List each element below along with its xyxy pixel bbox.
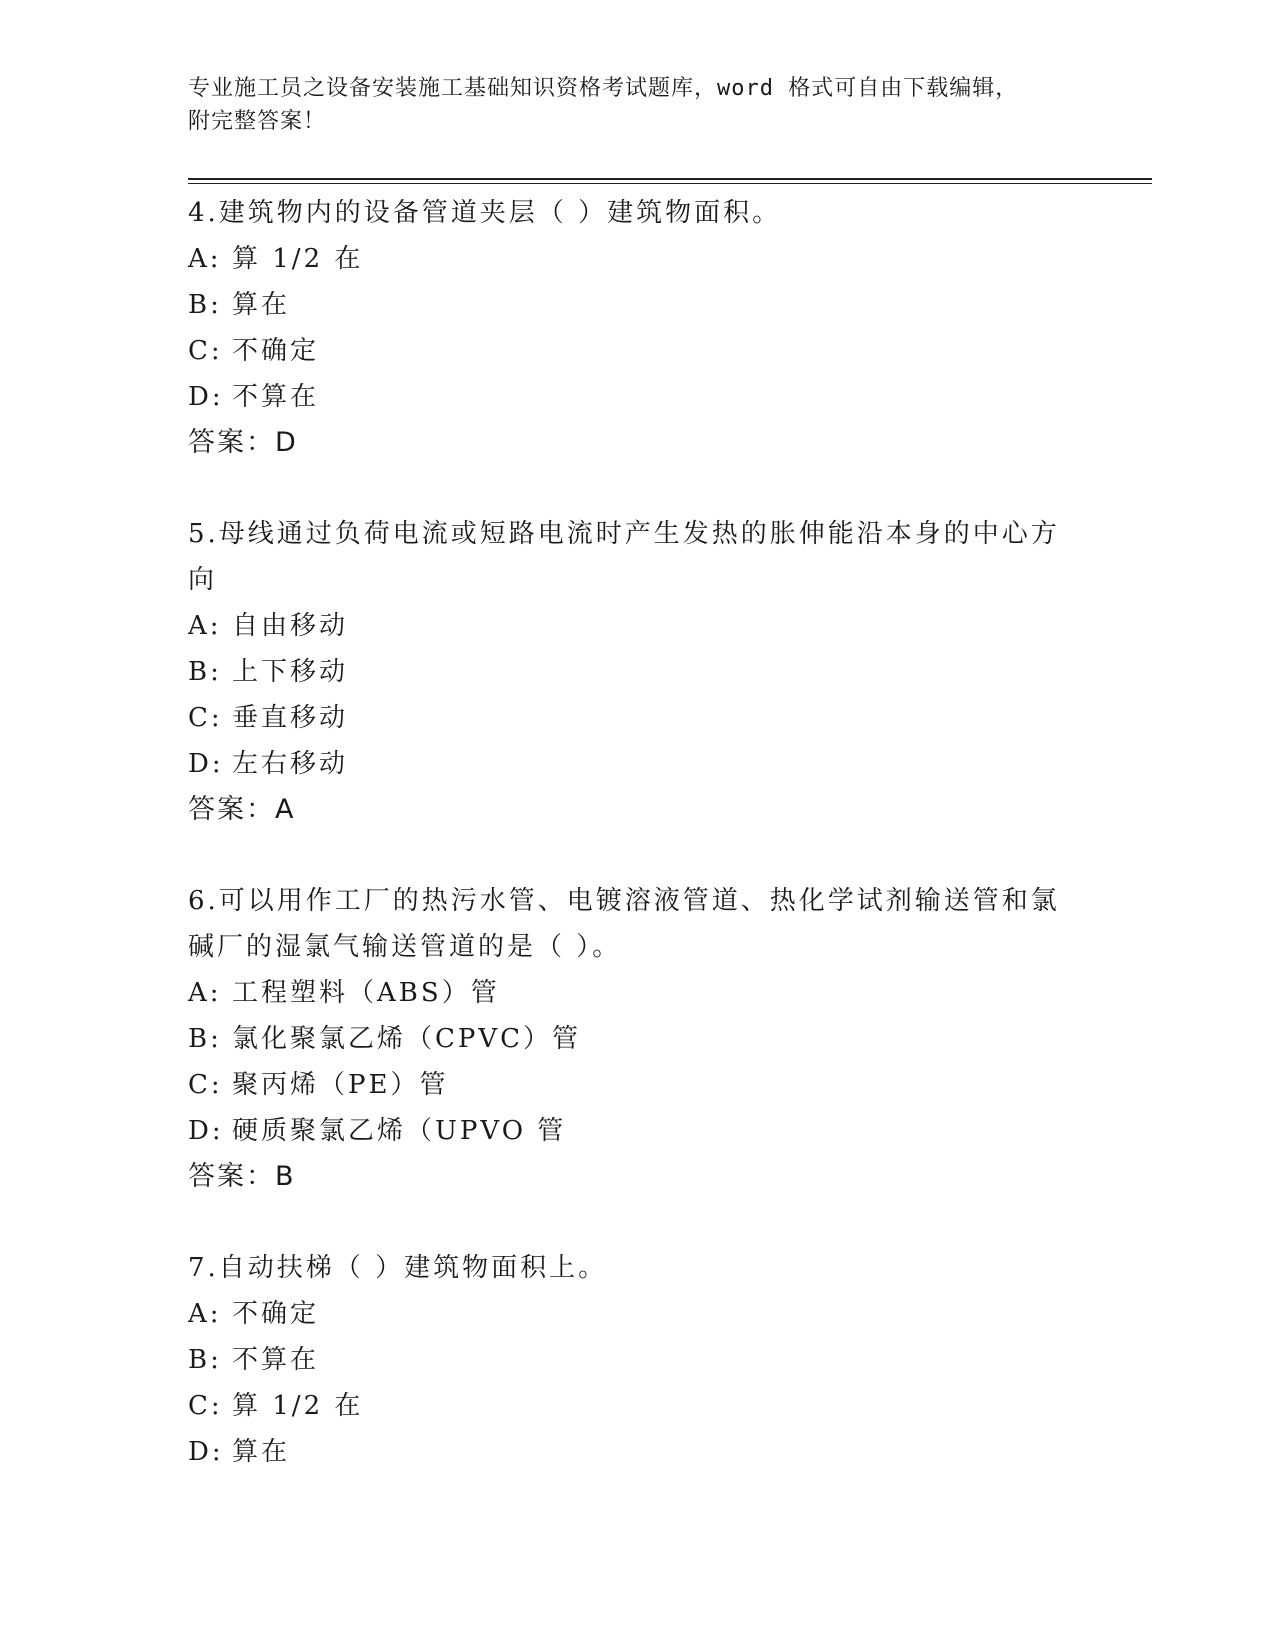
option-text: 工程塑料（ABS）管 — [232, 978, 500, 1008]
option-text: 聚丙烯（PE）管 — [232, 1070, 449, 1100]
option-a — [188, 603, 1088, 649]
option-b — [188, 1016, 1088, 1062]
option-text: 算在 — [232, 1437, 291, 1467]
question-stem: 7.自动扶梯（ ）建筑物面积上。 — [188, 1253, 608, 1283]
option-a — [188, 236, 1088, 282]
option-text: 上下移动 — [232, 657, 349, 687]
option-text: 不算在 — [232, 1345, 320, 1375]
option-text: 算 1/2 在 — [232, 244, 364, 274]
option-letter: A: — [188, 978, 222, 1008]
option-letter: C: — [188, 336, 223, 366]
option-d — [188, 1429, 1088, 1475]
header-divider-thin — [188, 183, 1152, 184]
option-letter: C: — [188, 703, 223, 733]
option-text: 左右移动 — [232, 749, 349, 779]
option-letter: D: — [188, 1437, 224, 1467]
option-letter: B: — [188, 1024, 222, 1054]
option-letter: A: — [188, 1299, 222, 1329]
option-d — [188, 374, 1088, 420]
option-d — [188, 741, 1088, 787]
answer-line: 答案：D — [188, 427, 298, 458]
option-letter: D: — [188, 382, 224, 412]
option-letter: A: — [188, 611, 222, 641]
option-b — [188, 282, 1088, 328]
option-b — [188, 649, 1088, 695]
answer-line: 答案：A — [188, 794, 296, 825]
option-letter: A: — [188, 244, 222, 274]
document-header — [188, 72, 1068, 138]
option-letter: D: — [188, 1116, 224, 1146]
option-letter: C: — [188, 1391, 223, 1421]
option-letter: B: — [188, 290, 222, 320]
question-stem: 6.可以用作工厂的热污水管、电镀溶液管道、热化学试剂输送管和氯碱厂的湿氯气输送管道的是（ ）。 — [188, 886, 1060, 962]
question-7 — [188, 1245, 1088, 1475]
answer-line: 答案：B — [188, 1161, 296, 1192]
option-text: 氯化聚氯乙烯（CPVC）管 — [232, 1024, 582, 1054]
option-b — [188, 1337, 1088, 1383]
option-c — [188, 328, 1088, 374]
option-text: 算 1/2 在 — [232, 1391, 364, 1421]
question-list — [188, 190, 1088, 1520]
question-stem: 4.建筑物内的设备管道夹层（ ）建筑物面积。 — [188, 198, 782, 228]
option-c — [188, 1383, 1088, 1429]
option-c — [188, 695, 1088, 741]
option-c — [188, 1062, 1088, 1108]
header-divider-thick — [188, 178, 1152, 180]
option-letter: B: — [188, 657, 222, 687]
header-line-2: 附完整答案！ — [188, 109, 327, 134]
option-letter: C: — [188, 1070, 223, 1100]
option-letter: D: — [188, 749, 224, 779]
option-text: 算在 — [232, 290, 291, 320]
option-text: 不算在 — [232, 382, 320, 412]
option-a — [188, 1291, 1088, 1337]
header-line-1: 专业施工员之设备安装施工基础知识资格考试题库，word 格式可自由下载编辑， — [188, 76, 1019, 101]
option-letter: B: — [188, 1345, 222, 1375]
option-text: 不确定 — [232, 1299, 320, 1329]
question-stem: 5.母线通过负荷电流或短路电流时产生发热的胀伸能沿本身的中心方向 — [188, 519, 1060, 595]
question-5 — [188, 511, 1088, 833]
question-6 — [188, 878, 1088, 1200]
option-d — [188, 1108, 1088, 1154]
option-text: 硬质聚氯乙烯（UPVO 管 — [232, 1116, 567, 1146]
question-4 — [188, 190, 1088, 466]
option-text: 不确定 — [232, 336, 320, 366]
option-text: 垂直移动 — [232, 703, 349, 733]
option-a — [188, 970, 1088, 1016]
option-text: 自由移动 — [232, 611, 349, 641]
